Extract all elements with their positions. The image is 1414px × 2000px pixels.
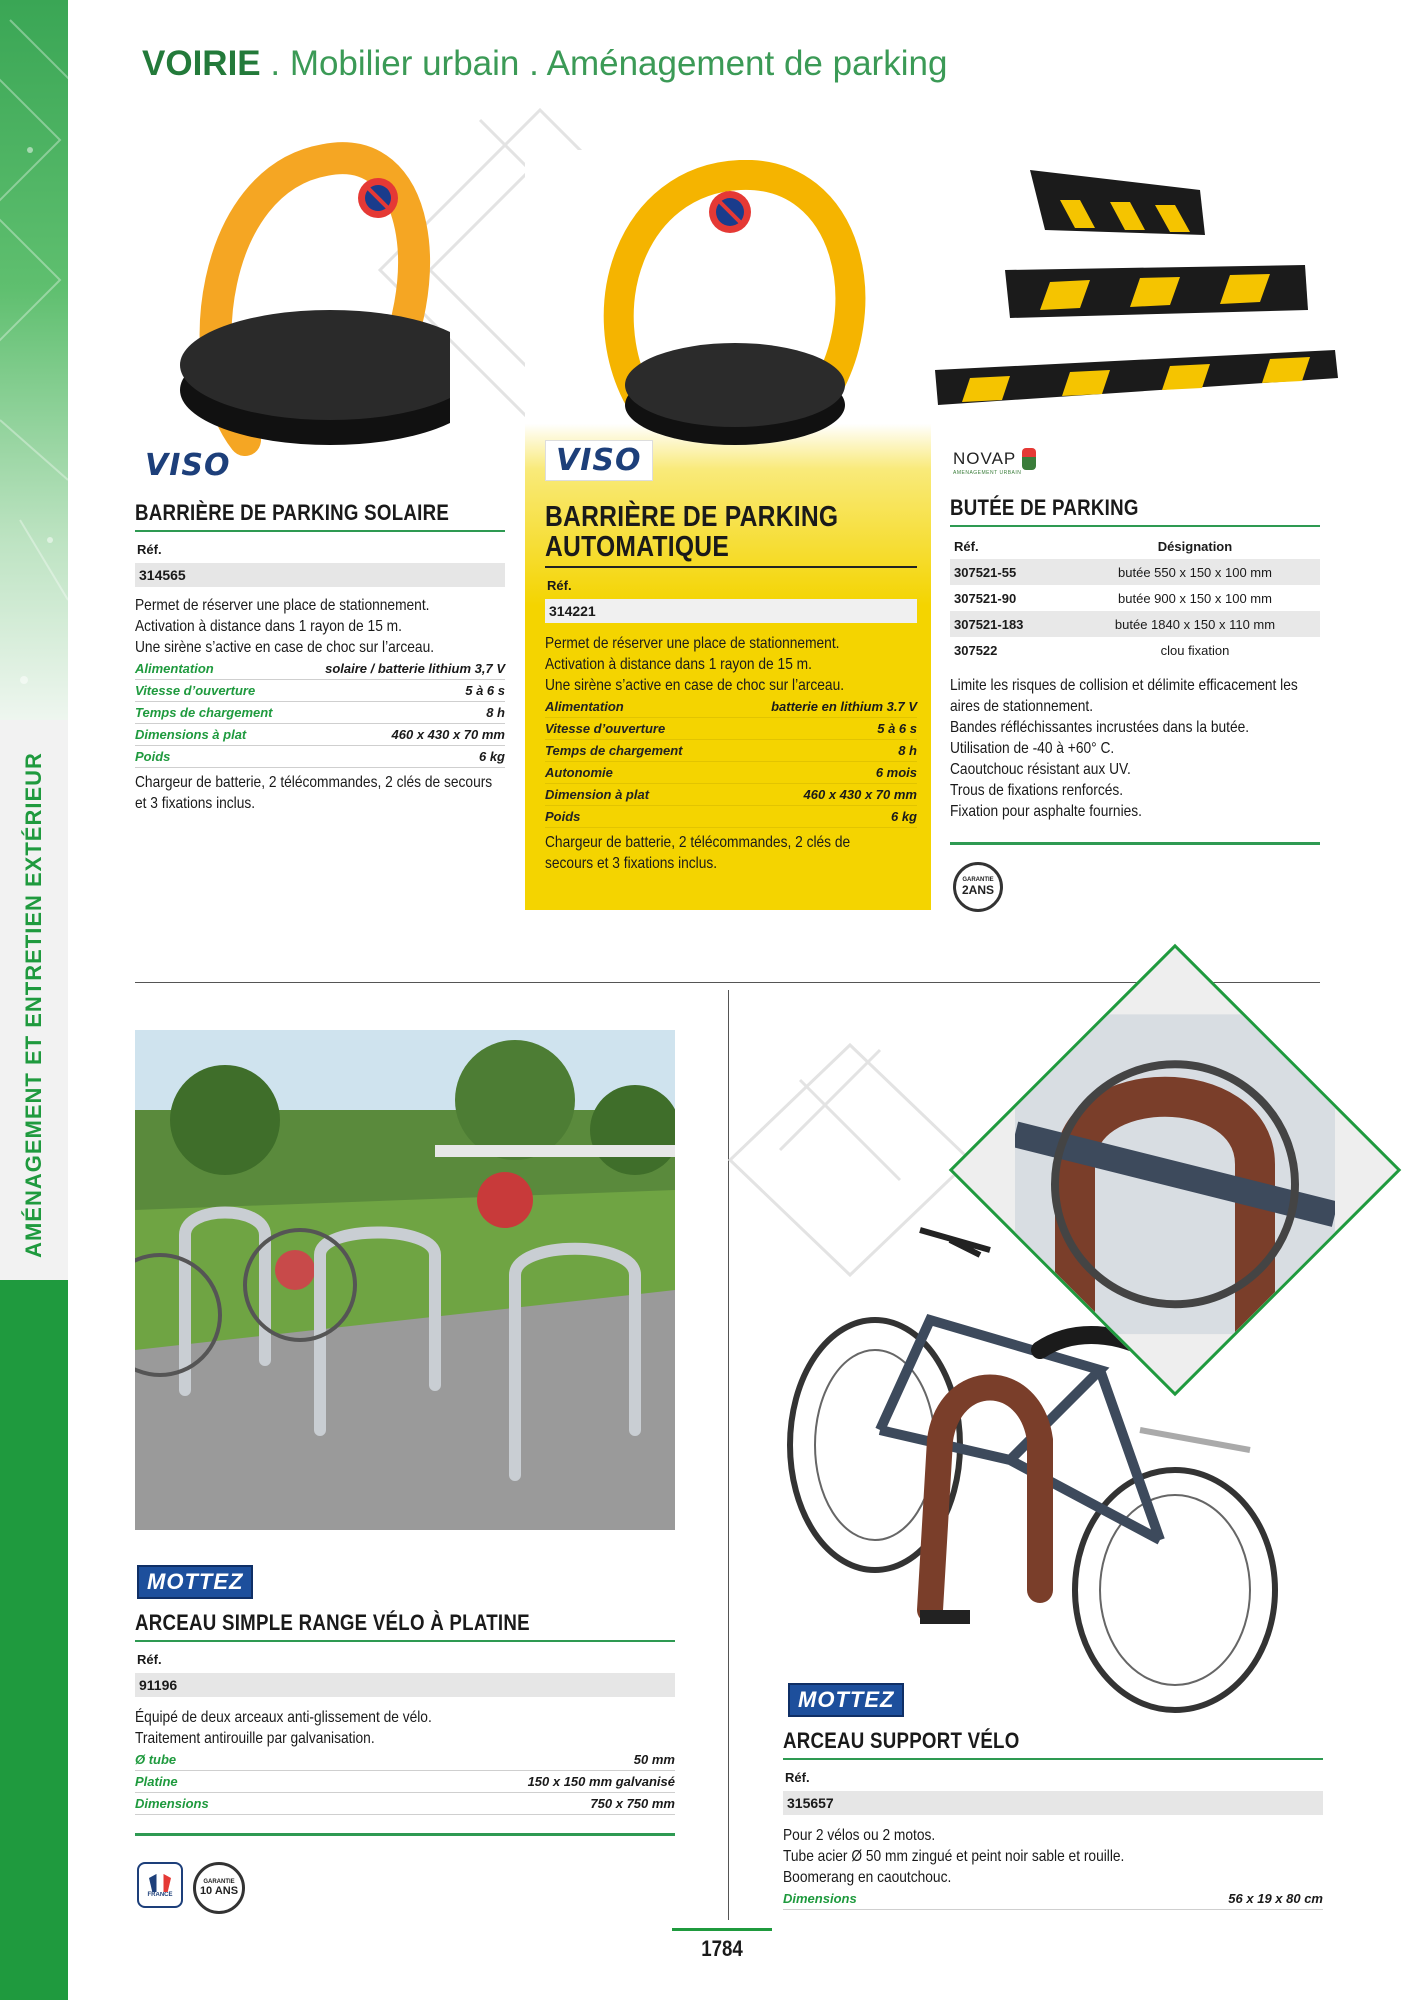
ref-label: Réf. — [547, 578, 572, 593]
product-description: Permet de réserver une place de stationnement. Activation à distance dans 1 rayon de 15 m. Une sirène s’active en case de choc sur l’arceau. — [545, 635, 845, 694]
ref-label: Réf. — [785, 1770, 810, 1785]
page-header — [142, 44, 947, 84]
spec-list — [783, 1888, 1323, 1910]
table-row: 307521-183 butée 1840 x 150 x 110 mm — [950, 611, 1320, 637]
warranty-badge: GARANTIE 2ANS — [953, 862, 1003, 912]
brand-logo-viso: VISO — [145, 448, 231, 483]
spec-row: Vitesse d’ouverture 5 à 6 s — [545, 718, 917, 740]
spec-row: Dimension à plat 460 x 430 x 70 mm — [545, 784, 917, 806]
brand-logo-viso: VISO — [545, 440, 653, 481]
ref-value: 315657 — [783, 1791, 1323, 1815]
spec-row: Poids 6 kg — [545, 806, 917, 828]
product-includes: Chargeur de batterie, 2 télécommandes, 2 clés de secours et 3 fixations inclus. — [545, 834, 851, 872]
ref-value: 91196 — [135, 1673, 675, 1697]
side-pattern — [0, 0, 68, 720]
product-card-bike-rack-plate — [135, 1610, 675, 1836]
table-row: 307521-55 butée 550 x 150 x 100 mm — [950, 559, 1320, 585]
page-number-rule — [672, 1928, 772, 1931]
product-title: BARRIÈRE DE PARKING SOLAIRE — [135, 500, 450, 525]
product-title: ARCEAU SUPPORT VÉLO — [783, 1728, 1020, 1753]
spec-row: Temps de chargement 8 h — [545, 740, 917, 762]
spec-row: Dimensions à plat 460 x 430 x 70 mm — [135, 724, 505, 746]
product-image-bike-rack-plate — [135, 1030, 675, 1530]
section-rule — [950, 842, 1320, 845]
side-band-gradient — [0, 0, 68, 720]
ref-label: Réf. — [137, 542, 162, 557]
spec-row: Alimentation batterie en lithium 3.7 V — [545, 696, 917, 718]
product-image-parking-stops — [930, 160, 1350, 420]
product-title: BARRIÈRE DE PARKING AUTOMATIQUE — [545, 501, 839, 563]
product-description: Équipé de deux arceaux anti-glissement de vélo. Traitement antirouille par galvanisation. — [135, 1709, 432, 1747]
brand-logo-novap: NOVAP AMENAGEMENT URBAIN — [953, 448, 1036, 476]
table-row: 307522 clou fixation — [954, 642, 1230, 658]
product-description: Pour 2 vélos ou 2 motos. Tube acier Ø 50 mm zingué et peint noir sable et rouille. Boomerang en caoutchouc. — [783, 1827, 1125, 1886]
side-band-green — [0, 1280, 68, 2000]
france-map-icon — [149, 1872, 171, 1892]
section-rule — [135, 1833, 675, 1836]
product-title: BUTÉE DE PARKING — [950, 495, 1139, 520]
ref-value: 314565 — [135, 563, 505, 587]
spec-row: Dimensions 56 x 19 x 80 cm — [783, 1888, 1323, 1910]
product-image-automatic-barrier — [570, 160, 890, 460]
title-rule — [950, 525, 1320, 527]
page-number: 1784 — [701, 1936, 743, 1961]
spec-list — [135, 1749, 675, 1815]
product-includes: Chargeur de batterie, 2 télécommandes, 2 clés de secours et 3 fixations inclus. — [135, 774, 493, 812]
spec-row: Poids 6 kg — [135, 746, 505, 768]
product-card-solar-barrier — [135, 500, 505, 814]
product-title: ARCEAU SIMPLE RANGE VÉLO À PLATINE — [135, 1610, 530, 1635]
header-subcategory: . Mobilier urbain . Aménagement de parking — [260, 44, 948, 83]
title-rule — [135, 1640, 675, 1642]
product-card-automatic-barrier — [525, 150, 931, 910]
warranty-badge: GARANTIE 10 ANS — [193, 1862, 245, 1914]
product-image-solar-barrier — [150, 140, 450, 470]
brand-logo-mottez: MOTTEZ — [788, 1683, 904, 1717]
spec-list — [135, 658, 505, 768]
product-card-parking-stop — [950, 495, 1320, 845]
title-rule — [783, 1758, 1323, 1760]
product-description: Limite les risques de collision et délimite efficacement les aires de stationnement. Bandes réfléchissantes incrustées dans la butée. Utilisation de -40 à +60° C. Caoutchouc résistant aux UV. Trous de fixations renforcés. Fixation pour asphalte fournies. — [950, 677, 1298, 820]
title-rule — [135, 530, 505, 532]
table-row: 307521-90 butée 900 x 150 x 100 mm — [954, 590, 1272, 606]
spec-row: Ø tube 50 mm — [135, 1749, 675, 1771]
side-section-label: AMÉNAGEMENT ET ENTRETIEN EXTÉRIEUR — [21, 752, 46, 1258]
table-header: Réf. Désignation — [954, 538, 1233, 554]
spec-list — [545, 696, 917, 828]
product-description: Permet de réserver une place de stationnement. Activation à distance dans 1 rayon de 15 m. Une sirène s’active en case de choc sur l’arceau. — [135, 597, 435, 656]
title-rule — [545, 566, 917, 568]
ref-value: 314221 — [545, 599, 917, 623]
spec-row: Dimensions 750 x 750 mm — [135, 1793, 675, 1815]
made-in-france-badge: FRANCE — [137, 1862, 183, 1908]
spec-row: Temps de chargement 8 h — [135, 702, 505, 724]
product-card-bike-support — [783, 1728, 1323, 1910]
spec-row: Platine 150 x 150 mm galvanisé — [135, 1771, 675, 1793]
spec-row: Vitesse d’ouverture 5 à 6 s — [135, 680, 505, 702]
mascot-icon — [1022, 448, 1036, 470]
spec-row: Autonomie 6 mois — [545, 762, 917, 784]
ref-label: Réf. — [137, 1652, 162, 1667]
header-category: VOIRIE — [142, 44, 261, 83]
spec-row: Alimentation solaire / batterie lithium 3,7 V — [135, 658, 505, 680]
brand-logo-mottez: MOTTEZ — [137, 1565, 253, 1599]
